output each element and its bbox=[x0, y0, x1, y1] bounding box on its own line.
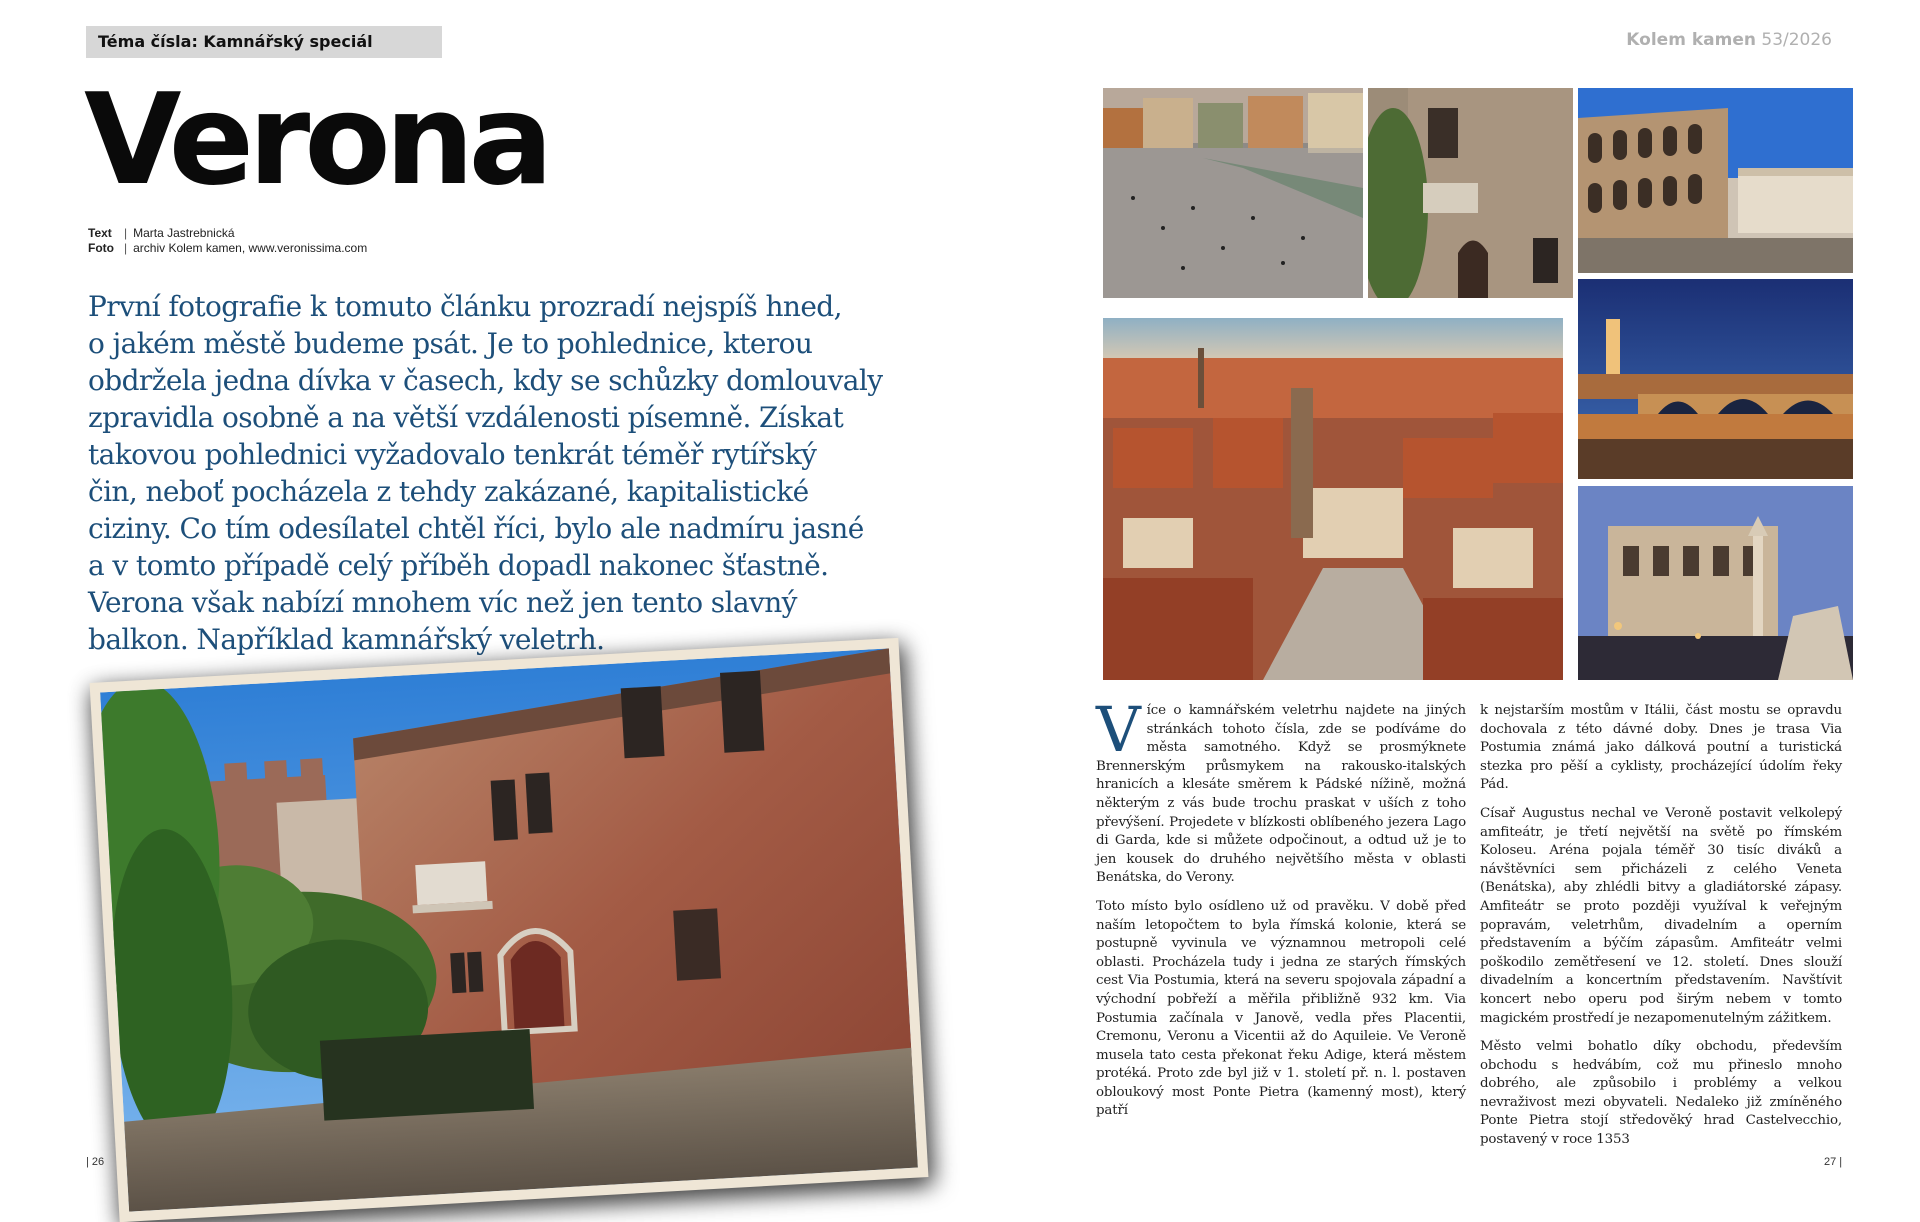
photo-juliet-balcony bbox=[1368, 88, 1573, 298]
credit-row-text: Text | Marta Jastrebnická bbox=[88, 226, 235, 240]
credit-label: Text bbox=[88, 226, 112, 240]
lead-line: o jakém městě budeme psát. Je to pohlednice, kterou bbox=[88, 327, 813, 360]
photo-piazza-bra bbox=[1103, 88, 1363, 298]
article-title: Verona bbox=[84, 66, 548, 213]
juliet-courtyard-image bbox=[100, 648, 918, 1211]
credit-value: archiv Kolem kamen, www.veronissima.com bbox=[133, 241, 368, 255]
page-number-left: | 26 bbox=[86, 1156, 105, 1168]
issue-number: 53/2026 bbox=[1761, 30, 1832, 50]
lead-line: čin, neboť pocházela z tehdy zakázané, kapitalistické bbox=[88, 475, 809, 508]
body-column-1 bbox=[1096, 693, 1466, 1131]
paragraph-text: íce o kamnářském veletrhu najdete na jiných stránkách tohoto čísla, zde se podíváme do města samotného. Když se prosmýknete Brennerským průsmykem na rakousko-italských hranicích a klesáte směrem k Pádské nížině, možná některým z vás bude trochu praskat v uších z toho převýšení. Projedete v blízkosti oblíbeného jezera Lago di Garda, kde si můžete odpočinout, a odtud už je to jen kousek do druhého největšího města v oblasti Benátska, do Verony. bbox=[1096, 703, 1466, 886]
lead-line: ciziny. Co tím odesílatel chtěl říci, bylo ale nadmíru jasné bbox=[88, 512, 864, 545]
lead-paragraph bbox=[88, 288, 883, 658]
lead-line: zpravidla osobně a na větší vzdálenosti písemně. Získat bbox=[88, 401, 844, 434]
credit-value: Marta Jastrebnická bbox=[133, 226, 235, 240]
section-tag: Téma čísla: Kamnářský speciál bbox=[86, 26, 442, 58]
lead-line: První fotografie k tomuto článku prozradí nejspíš hned, bbox=[88, 290, 842, 323]
credit-row-photo: Foto | archiv Kolem kamen, www.veronissima.com bbox=[88, 241, 368, 255]
body-paragraph: Toto místo bylo osídleno už od pravěku. V době před naším letopočtem to byla římská kolonie, která se postupně vyvinula ve významnou metropoli celé oblasti. Procházela tudy i jedna ze starých římských cest Via Postumia, která na severu spojovala západní a východní pobřeží a měřila přibližně 932 km. Via Postumia začínala v Janově, vedla přes Placentii, Cremonu, Veronu a Vicentii až do Aquileie. Ve Veroně musela tato cesta překonat řeku Adige, která městem protéká. Proto zde byl již v 1. století př. n. l. postaven obloukový most Ponte Pietra (kamenný most), který patří bbox=[1096, 898, 1466, 1119]
running-head bbox=[1626, 30, 1832, 50]
credit-label: Foto bbox=[88, 241, 114, 255]
body-paragraph: Císař Augustus nechal ve Veroně postavit velkolepý amfiteátr, je třetí největší na světě po římském Koloseu. Aréna pojala téměř 30 tisíc diváků a návštěvníci sem přicházeli z celého Veneta (Benátska), aby zhlédli bitvy a gladiátorské zápasy. Amfiteátr se proto později využíval k veřejným popravám, veletrhům, divadelním a operním představením a býčím zápasům. Amfiteátr velmi poškodilo zemětřesení ve 12. století. Dnes slouží divadelním a koncertním představením. Navštívit koncert nebo operu pod širým nebem v tomto magickém prostředí je nezapomenutelným zážitkem. bbox=[1480, 805, 1842, 1026]
lead-line: balkon. Například kamnářský veletrh. bbox=[88, 623, 605, 656]
photo-verona-aerial bbox=[1103, 318, 1563, 680]
page-number-right: 27 | bbox=[1824, 1156, 1843, 1168]
drop-cap: V bbox=[1096, 693, 1141, 766]
photo-arena-di-verona bbox=[1578, 88, 1853, 273]
body-paragraph bbox=[1096, 693, 1466, 888]
lead-line: a v tomto případě celý příběh dopadl nakonec šťastně. bbox=[88, 549, 829, 582]
body-paragraph: Město velmi bohatlo díky obchodu, především obchodu s hedvábím, což mu přineslo mnoho dobrého, ale způsobilo i problémy a velkou nevraživost mezi obyvateli. Nedaleko již zmíněného Ponte Pietra stojí středověký hrad Castelvecchio, postavený v roce 1353 bbox=[1480, 1039, 1842, 1148]
body-column-2 bbox=[1480, 702, 1842, 1160]
lead-line: takovou pohlednici vyžadovalo tenkrát téměř rytířský bbox=[88, 438, 817, 471]
lead-line: obdržela jedna dívka v časech, kdy se schůzky domlouvaly bbox=[88, 364, 883, 397]
photo-ponte-pietra bbox=[1578, 279, 1853, 479]
magazine-name: Kolem kamen bbox=[1626, 30, 1756, 50]
photo-piazza-dei-signori bbox=[1578, 486, 1853, 680]
postcard-photo-juliet-house bbox=[90, 638, 929, 1222]
body-paragraph: k nejstarším mostům v Itálii, část mostu se opravdu dochovala z této dávné doby. Dnes je trasa Via Postumia známá jako dálková poutní a turistická stezka pro pěší a cyklisty, procházející údolím řeky Pád. bbox=[1480, 703, 1842, 793]
lead-line: Verona však nabízí mnohem víc než jen tento slavný bbox=[88, 586, 797, 619]
article-credits bbox=[88, 226, 367, 256]
